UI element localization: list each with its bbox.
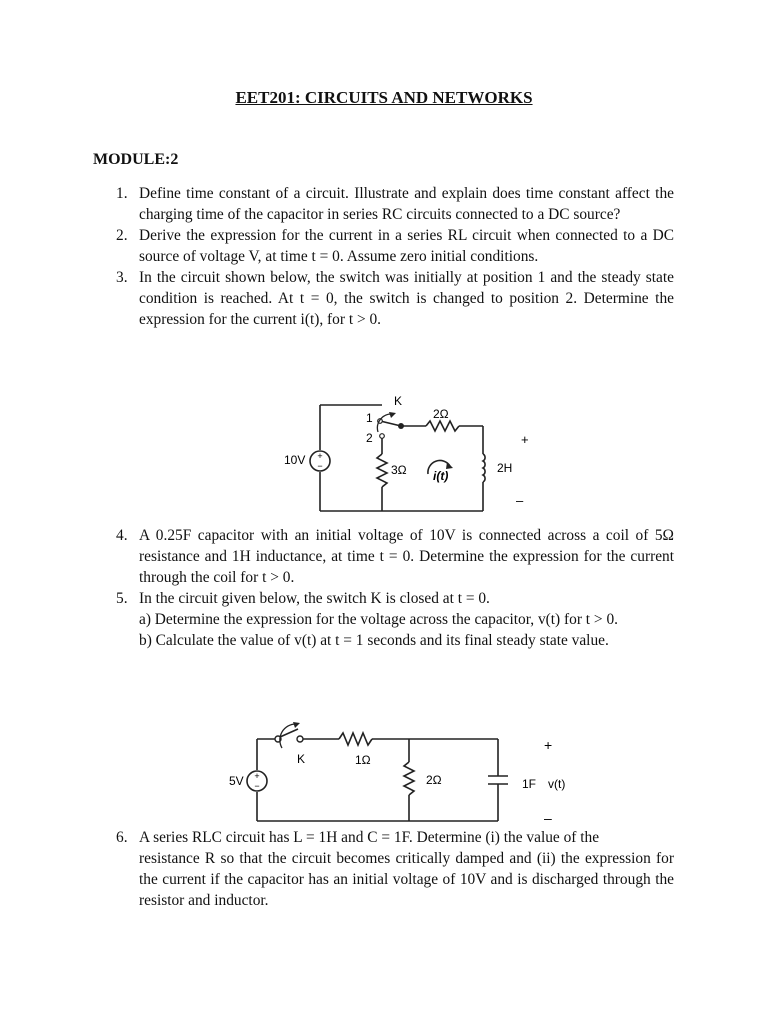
- inductor-label: 2H: [497, 461, 513, 475]
- series-resistor-label: 1Ω: [355, 753, 371, 767]
- question-text: A 0.25F capacitor with an initial voltage of 10V is connected across a coil of 5Ω resistance and 1H inductance, at time t = 0. Determine the expression for the current through the coil for t > 0.: [139, 527, 674, 586]
- question-3: [116, 267, 674, 330]
- switch-pivot: [398, 423, 404, 429]
- source-plus-sign: +: [254, 771, 260, 781]
- circuit-diagram-2: [222, 718, 582, 828]
- question-6: [116, 827, 674, 911]
- switch-label: K: [394, 394, 403, 408]
- question-list-part-2: [116, 525, 674, 651]
- capacitor-label: 1F: [522, 777, 537, 791]
- question-text-continued: resistance R so that the circuit becomes critically damped and (ii) the expression for the current if the capacitor has an initial voltage of 10V and is discharged through the resistor and inductor.: [139, 850, 674, 909]
- source-minus-sign: −: [317, 461, 323, 471]
- question-text: A series RLC circuit has L = 1H and C = 1F. Determine (i) the value of the: [139, 829, 600, 846]
- question-2: [116, 225, 674, 267]
- question-list-part-1: [116, 183, 674, 330]
- question-1: [116, 183, 674, 225]
- question-part-a: a) Determine the expression for the voltage across the capacitor, v(t) for t > 0.: [139, 611, 619, 628]
- question-text: In the circuit given below, the switch K is closed at t = 0.: [139, 590, 490, 607]
- question-number: 3.: [116, 269, 128, 286]
- question-text: In the circuit shown below, the switch was initially at position 1 and the steady state condition is reached. At t = 0, the switch is changed to position 2. Determine the expression for the current i(t), for t > 0.: [139, 269, 674, 328]
- plus-label: +: [544, 737, 553, 753]
- current-label: i(t): [433, 469, 449, 483]
- plus-label: +: [521, 432, 529, 447]
- question-number: 5.: [116, 590, 128, 607]
- question-list-part-3: [116, 827, 674, 911]
- source-label: 10V: [284, 453, 306, 467]
- document-title: EET201: CIRCUITS AND NETWORKS: [235, 88, 533, 107]
- position-1-label: 1: [366, 411, 373, 425]
- question-text: Define time constant of a circuit. Illustrate and explain does time constant affect the charging time of the capacitor in series RC circuits connected to a DC source?: [139, 185, 674, 223]
- circuit-diagram-1: [270, 388, 570, 518]
- current-arrow-head: [446, 462, 453, 469]
- series-resistor-label: 2Ω: [433, 407, 449, 421]
- question-4: [116, 525, 674, 588]
- question-number: 2.: [116, 227, 128, 244]
- question-part-b: b) Calculate the value of v(t) at t = 1 seconds and its final steady state value.: [139, 632, 609, 649]
- module-heading: MODULE:2: [93, 151, 179, 168]
- minus-label: –: [516, 493, 524, 508]
- source-plus-sign: +: [317, 451, 323, 461]
- switch-label: K: [297, 752, 306, 766]
- question-number: 6.: [116, 829, 128, 846]
- shunt-resistor-label: 3Ω: [391, 463, 407, 477]
- switch-terminal-2: [380, 434, 385, 439]
- switch-terminal-right: [297, 736, 303, 742]
- question-5: [116, 588, 674, 651]
- question-text: Derive the expression for the current in a series RL circuit when connected to a DC source of voltage V, at time t = 0. Assume zero initial conditions.: [139, 227, 674, 265]
- position-2-label: 2: [366, 431, 373, 445]
- question-number: 4.: [116, 527, 128, 544]
- shunt-resistor-label: 2Ω: [426, 773, 442, 787]
- voltage-label: v(t): [548, 777, 566, 791]
- source-minus-sign: −: [254, 781, 260, 791]
- question-number: 1.: [116, 185, 128, 202]
- source-label: 5V: [229, 774, 244, 788]
- minus-label: –: [544, 810, 552, 826]
